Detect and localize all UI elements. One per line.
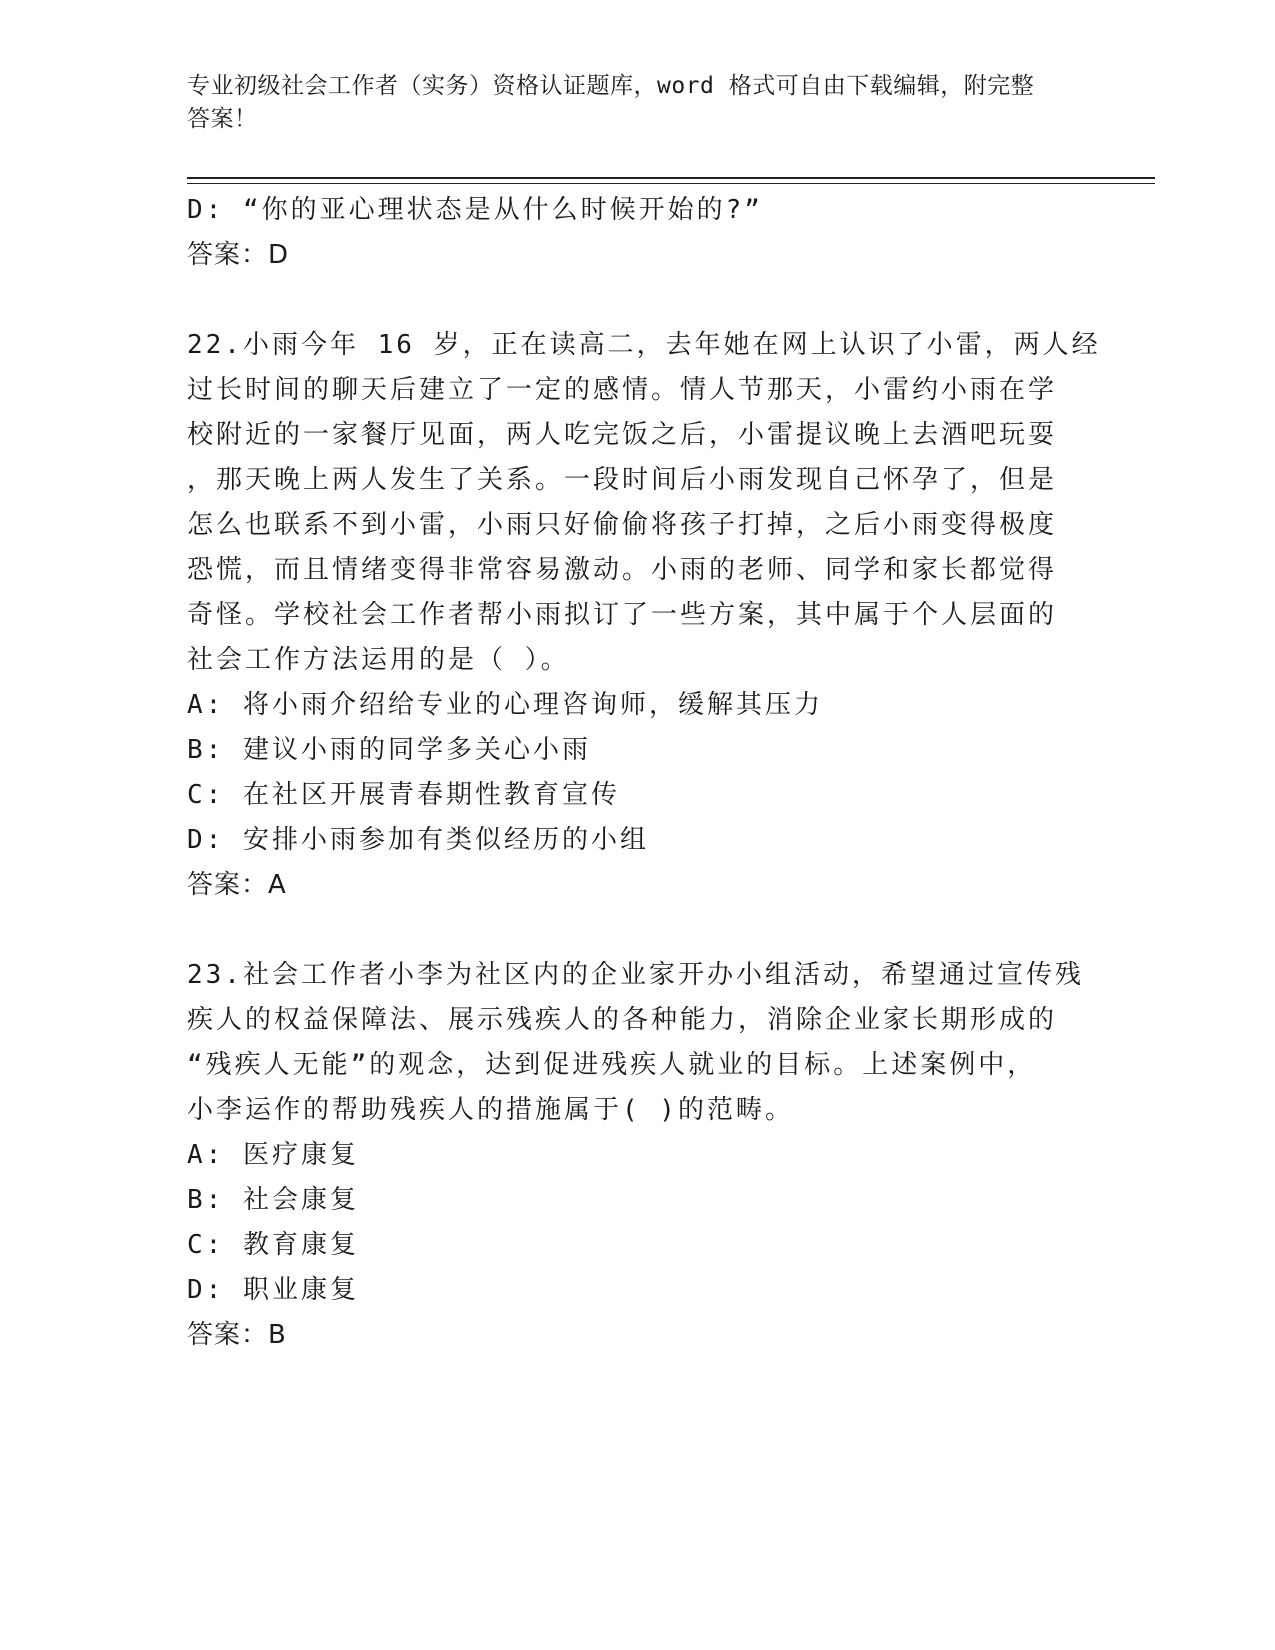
question-23-option-b: B: 社会康复	[187, 1185, 359, 1215]
question-22-line: 奇怪。学校社会工作者帮小雨拟订了一些方案，其中属于个人层面的	[187, 600, 1058, 630]
question-22-line: 过长时间的聊天后建立了一定的感情。情人节那天，小雷约小雨在学	[187, 375, 1058, 405]
question-22-answer: 答案：A	[187, 870, 287, 900]
header-divider-thick	[187, 177, 1155, 179]
page-header: 专业初级社会工作者（实务）资格认证题库，word 格式可自由下载编辑，附完整 答案！	[187, 73, 1035, 132]
question-23-answer: 答案：B	[187, 1320, 287, 1350]
spacer	[187, 908, 1087, 953]
question-content	[187, 188, 1101, 1358]
question-23-line: 疾人的权益保障法、展示残疾人的各种能力，消除企业家长期形成的	[187, 1005, 1058, 1035]
spacer	[187, 278, 1087, 323]
question-22-line: 22.小雨今年 16 岁，正在读高二，去年她在网上认识了小雷，两人经	[187, 330, 1101, 360]
question-22-option-b: B: 建议小雨的同学多关心小雨	[187, 735, 591, 765]
question-22-option-c: C: 在社区开展青春期性教育宣传	[187, 780, 620, 810]
question-22-line: 怎么也联系不到小雷，小雨只好偷偷将孩子打掉，之后小雨变得极度	[187, 510, 1058, 540]
prev-option-d: D: “你的亚心理状态是从什么时候开始的?”	[187, 195, 763, 225]
question-23-line: 小李运作的帮助残疾人的措施属于( )的范畴。	[187, 1095, 794, 1125]
question-22-line: 社会工作方法运用的是（ ）。	[187, 645, 570, 675]
question-22-option-d: D: 安排小雨参加有类似经历的小组	[187, 825, 649, 855]
question-23-option-a: A: 医疗康复	[187, 1140, 359, 1170]
question-22-line: 校附近的一家餐厅见面，两人吃完饭之后，小雷提议晚上去酒吧玩耍	[187, 420, 1058, 450]
question-22-line: ，那天晚上两人发生了关系。一段时间后小雨发现自己怀孕了，但是	[187, 465, 1058, 495]
question-22-option-a: A: 将小雨介绍给专业的心理咨询师，缓解其压力	[187, 690, 823, 720]
question-23-line: 23.社会工作者小李为社区内的企业家开办小组活动，希望通过宣传残	[187, 960, 1084, 990]
prev-answer: 答案：D	[187, 240, 290, 270]
question-23-option-c: C: 教育康复	[187, 1230, 359, 1260]
question-22	[187, 323, 1101, 908]
question-23	[187, 953, 1087, 1358]
question-23-option-d: D: 职业康复	[187, 1275, 359, 1305]
header-divider-thin	[187, 183, 1155, 184]
question-22-line: 恐慌，而且情绪变得非常容易激动。小雨的老师、同学和家长都觉得	[187, 555, 1058, 585]
question-23-line: “残疾人无能”的观念，达到促进残疾人就业的目标。上述案例中，	[187, 1050, 1037, 1080]
